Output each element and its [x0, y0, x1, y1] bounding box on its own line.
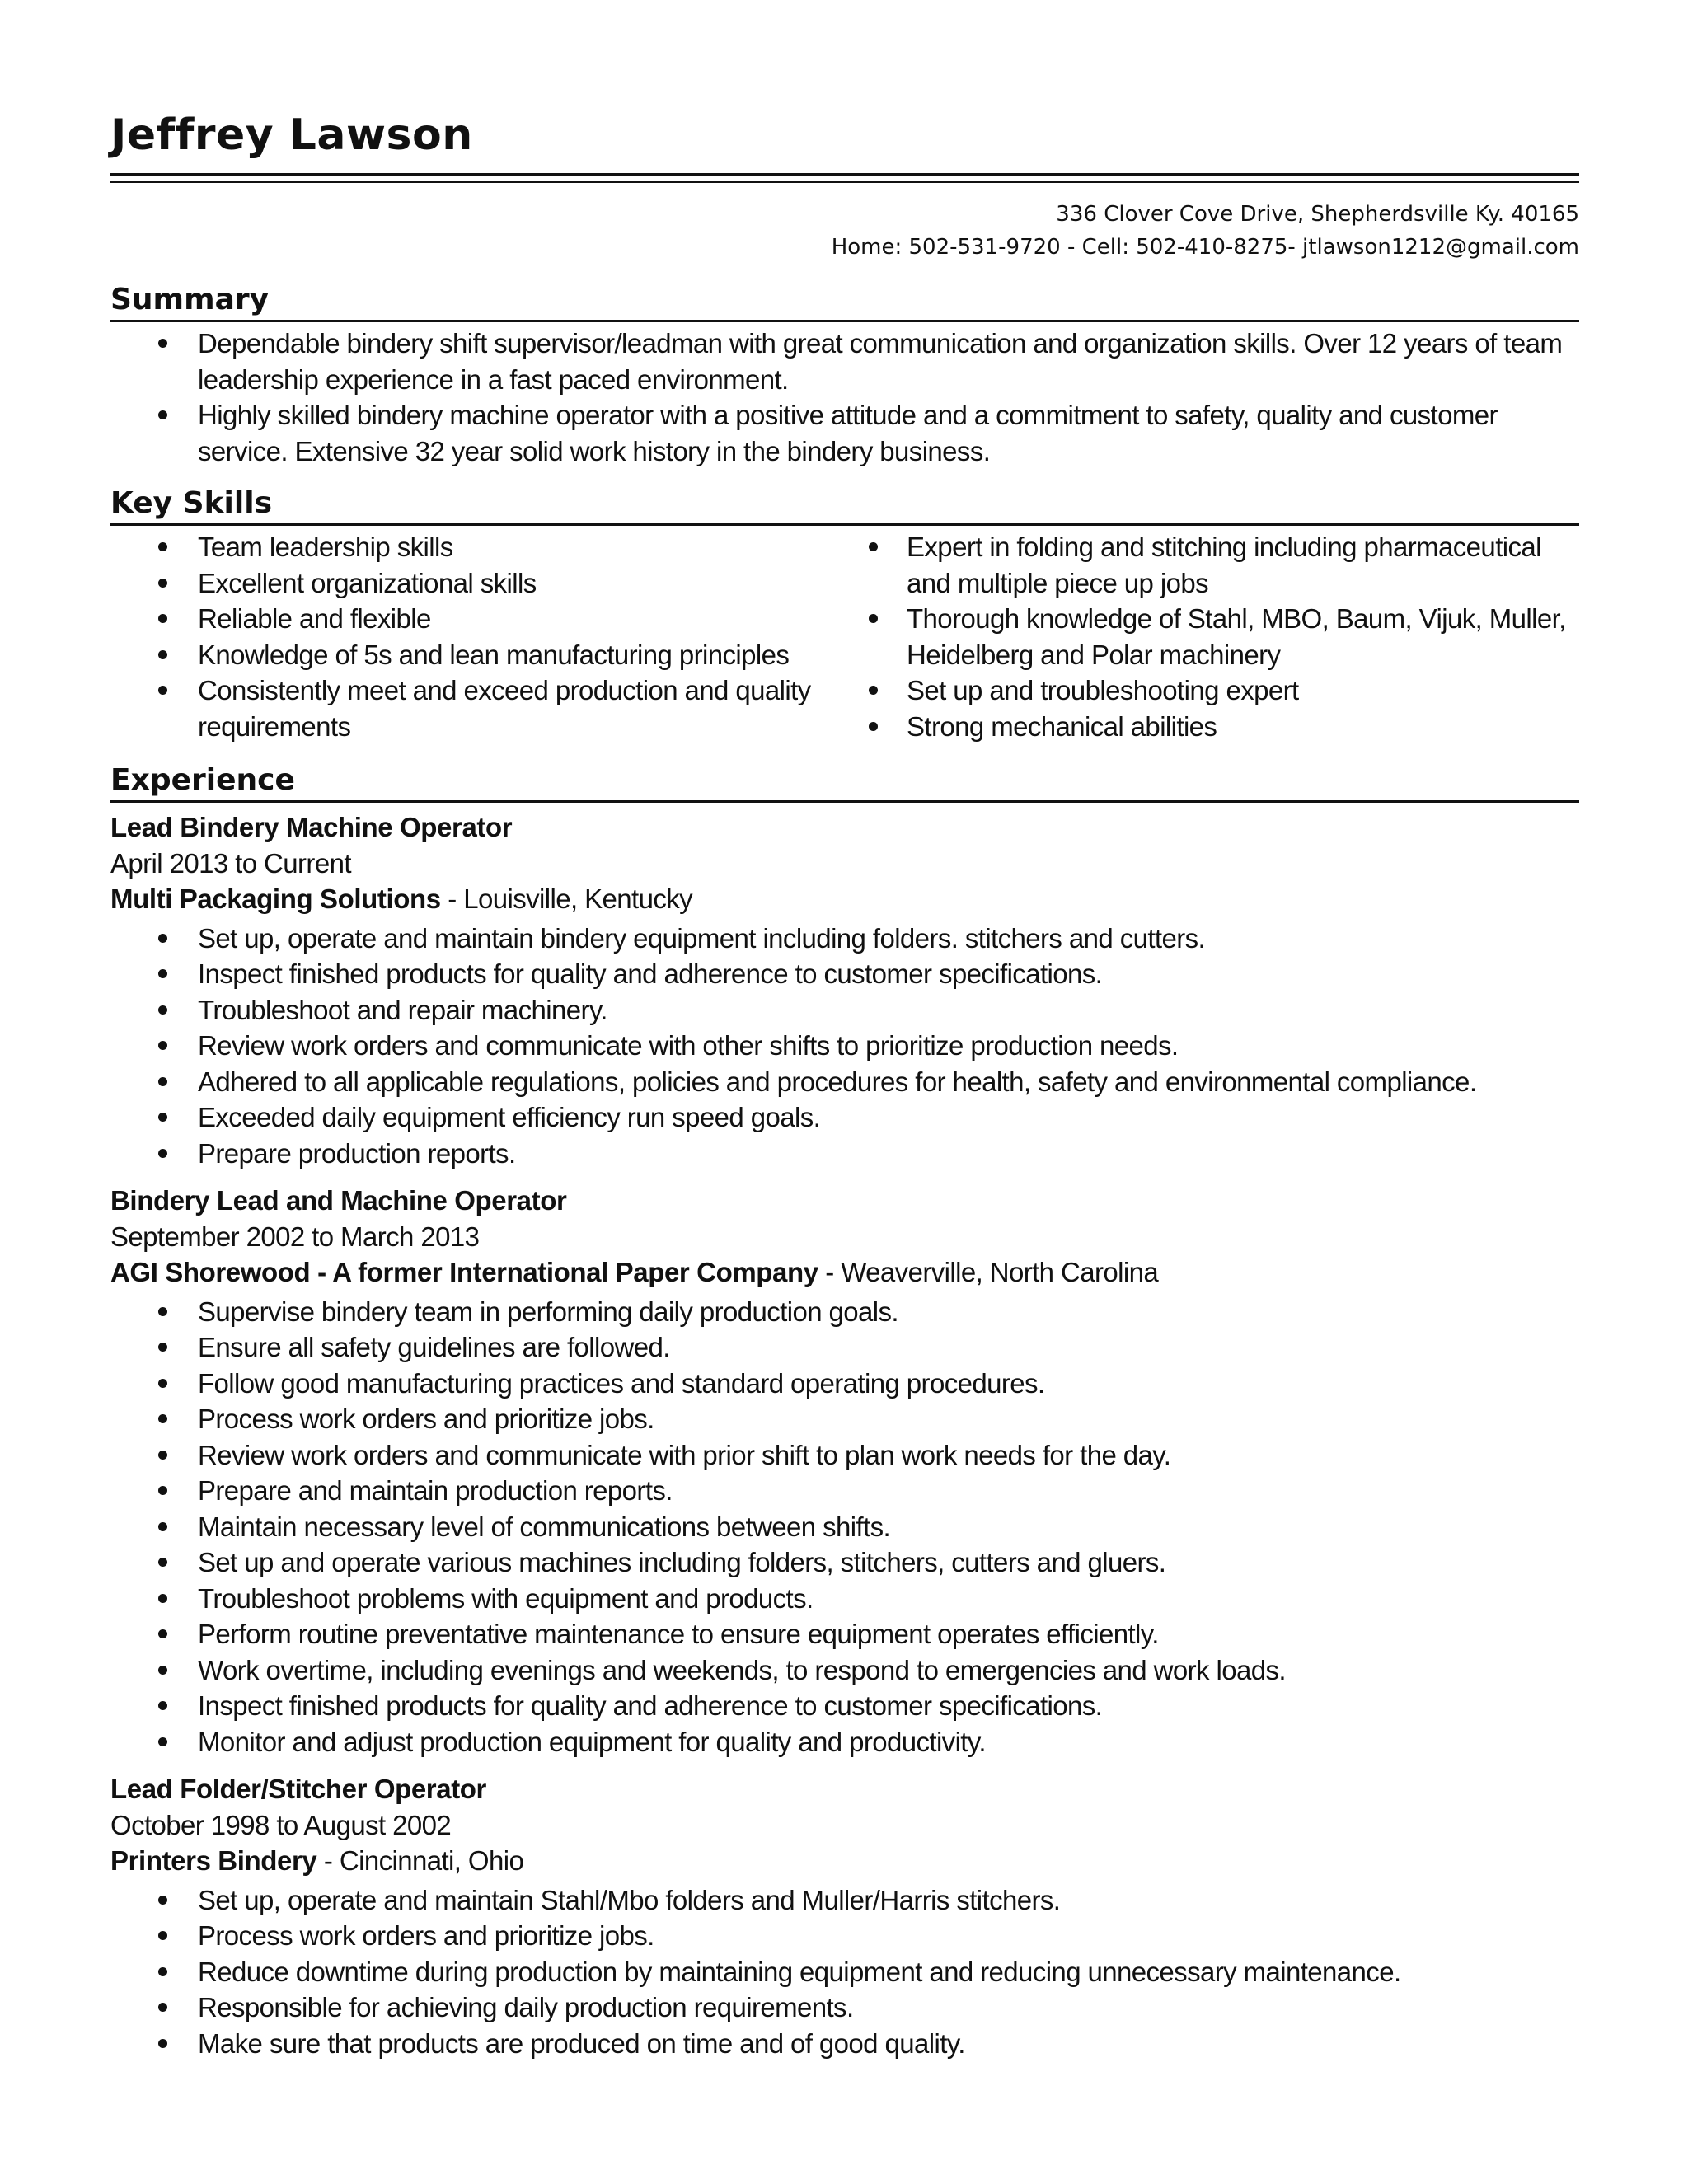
experience-heading: Experience: [110, 762, 1579, 803]
job-company: Printers Bindery: [110, 1845, 317, 1876]
job-dates: April 2013 to Current: [110, 847, 351, 879]
job-title: Lead Folder/Stitcher Operator: [110, 1774, 486, 1804]
skills-column-right: [839, 526, 1568, 744]
job-location: - Louisville, Kentucky: [440, 883, 693, 914]
job-company-line: [110, 1843, 1579, 1879]
list-item: Review work orders and communicate with prior shift to plan work needs for the day.: [110, 1437, 1579, 1474]
job-duties: [110, 1294, 1579, 1760]
list-item: Set up and troubleshooting expert: [839, 673, 1568, 709]
job-duties: [110, 1882, 1579, 2062]
list-item: Process work orders and prioritize jobs.: [110, 1918, 1579, 1954]
list-item: Adhered to all applicable regulations, policies and procedures for health, safety and environmental compliance.: [110, 1064, 1579, 1100]
list-item: Set up and operate various machines including folders, stitchers, cutters and gluers.: [110, 1544, 1579, 1581]
list-item: Monitor and adjust production equipment for quality and productivity.: [110, 1724, 1579, 1760]
job-dates: September 2002 to March 2013: [110, 1221, 480, 1252]
list-item: Ensure all safety guidelines are followed.: [110, 1329, 1579, 1366]
list-item: Prepare production reports.: [110, 1136, 1579, 1172]
list-item: Excellent organizational skills: [110, 565, 839, 602]
list-item: Exceeded daily equipment efficiency run speed goals.: [110, 1099, 1579, 1136]
job-company-line: [110, 1254, 1579, 1291]
skills-list-left: [110, 529, 839, 744]
list-item: Strong mechanical abilities: [839, 709, 1568, 745]
experience-section: [110, 762, 1579, 2061]
list-item: Inspect finished products for quality and adherence to customer specifications.: [110, 956, 1579, 992]
list-item: Knowledge of 5s and lean manufacturing principles: [110, 637, 839, 673]
list-item: Responsible for achieving daily production requirements.: [110, 1990, 1579, 2026]
list-item: Follow good manufacturing practices and standard operating procedures.: [110, 1366, 1579, 1402]
job-entry: [110, 1771, 1579, 2061]
list-item: Prepare and maintain production reports.: [110, 1473, 1579, 1509]
list-item: Reduce downtime during production by maintaining equipment and reducing unnecessary maintenance.: [110, 1954, 1579, 1990]
resume-page: [110, 99, 1579, 2061]
job-title: Bindery Lead and Machine Operator: [110, 1185, 567, 1216]
list-item: Dependable bindery shift supervisor/leadman with great communication and organization skills. Over 12 years of team leadership experience in a fast paced environment.: [110, 326, 1579, 397]
skills-columns: [110, 526, 1579, 744]
summary-list: [110, 326, 1579, 469]
job-entry: [110, 809, 1579, 1171]
contact-phones-email: Home: 502-531-9720 - Cell: 502-410-8275- jtlawson1212@gmail.com: [831, 235, 1579, 260]
list-item: Set up, operate and maintain Stahl/Mbo folders and Muller/Harris stitchers.: [110, 1882, 1579, 1919]
list-item: Highly skilled bindery machine operator with a positive attitude and a commitment to safety, quality and customer service. Extensive 32 year solid work history in the bindery business.: [110, 397, 1579, 469]
job-dates: October 1998 to August 2002: [110, 1809, 452, 1840]
skills-section: [110, 485, 1579, 744]
list-item: Reliable and flexible: [110, 601, 839, 637]
list-item: Work overtime, including evenings and weekends, to respond to emergencies and work loads.: [110, 1652, 1579, 1689]
list-item: Troubleshoot problems with equipment and products.: [110, 1581, 1579, 1617]
list-item: Consistently meet and exceed production and quality requirements: [110, 673, 839, 744]
list-item: Make sure that products are produced on time and of good quality.: [110, 2026, 1579, 2062]
list-item: Team leadership skills: [110, 529, 839, 565]
job-company-line: [110, 881, 1579, 917]
contact-address: 336 Clover Cove Drive, Shepherdsville Ky. 40165: [1056, 202, 1579, 227]
list-item: Review work orders and communicate with other shifts to prioritize production needs.: [110, 1028, 1579, 1064]
job-duties: [110, 921, 1579, 1172]
job-company: AGI Shorewood - A former International Paper Company: [110, 1257, 818, 1287]
job-company: Multi Packaging Solutions: [110, 883, 441, 914]
list-item: Perform routine preventative maintenance to ensure equipment operates efficiently.: [110, 1616, 1579, 1652]
list-item: Supervise bindery team in performing daily production goals.: [110, 1294, 1579, 1330]
job-location: - Weaverville, North Carolina: [818, 1257, 1159, 1287]
skills-list-right: [839, 529, 1568, 744]
list-item: Expert in folding and stitching including pharmaceutical and multiple piece up jobs: [839, 529, 1568, 601]
summary-heading: Summary: [110, 282, 1579, 322]
list-item: Troubleshoot and repair machinery.: [110, 992, 1579, 1029]
job-entry: [110, 1183, 1579, 1760]
list-item: Inspect finished products for quality and adherence to customer specifications.: [110, 1688, 1579, 1724]
header-divider: [110, 173, 1579, 183]
list-item: Set up, operate and maintain bindery equipment including folders. stitchers and cutters.: [110, 921, 1579, 957]
skills-heading: Key Skills: [110, 485, 1579, 526]
job-title: Lead Bindery Machine Operator: [110, 812, 513, 842]
list-item: Process work orders and prioritize jobs.: [110, 1401, 1579, 1437]
summary-section: [110, 282, 1579, 469]
list-item: Thorough knowledge of Stahl, MBO, Baum, Vijuk, Muller, Heidelberg and Polar machinery: [839, 601, 1568, 673]
contact-block: [110, 198, 1579, 264]
job-location: - Cincinnati, Ohio: [316, 1845, 524, 1876]
candidate-name: Jeffrey Lawson: [110, 110, 473, 160]
skills-column-left: [110, 526, 839, 744]
list-item: Maintain necessary level of communications between shifts.: [110, 1509, 1579, 1545]
